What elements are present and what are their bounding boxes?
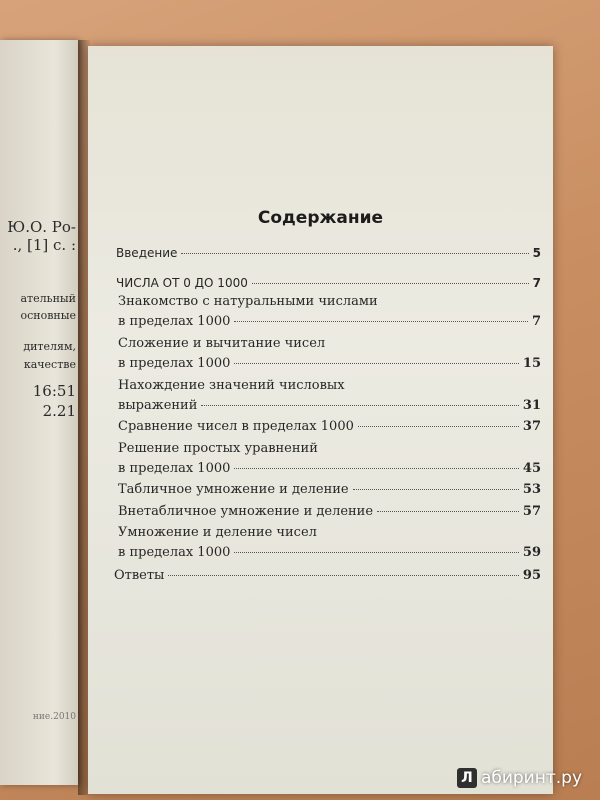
toc-page-number: 15	[522, 356, 541, 371]
toc-entry	[118, 545, 541, 560]
toc-entry-label: Сложение и вычитание чисел	[118, 336, 326, 351]
toc-entry-title: Сравнение чисел в пределах 1000	[118, 419, 354, 434]
right-page	[88, 46, 553, 794]
toc-entry	[118, 504, 541, 519]
labirint-logo-icon: Л	[457, 768, 477, 788]
dot-leader	[181, 253, 528, 254]
toc-entry-label: Решение простых уравнений	[118, 441, 318, 456]
dot-leader	[358, 426, 519, 427]
dot-leader	[168, 575, 519, 576]
left-page-text: качестве	[23, 358, 76, 371]
toc-entry	[118, 482, 541, 497]
toc-entry-label: Знакомство с натуральными числами	[118, 294, 378, 309]
toc-entry	[116, 276, 541, 290]
toc-entry-title: выражений	[118, 398, 198, 413]
toc-page-number: 45	[522, 461, 541, 476]
toc-entry-title: в пределах 1000	[118, 461, 231, 476]
watermark-text: абиринт.ру	[480, 768, 582, 788]
left-page-text: ние.2010	[32, 712, 76, 722]
left-page-text: 2.21	[42, 402, 76, 420]
left-page-text: ., [1] с. :	[12, 236, 76, 254]
toc-page-number: 5	[532, 246, 541, 260]
dot-leader	[234, 552, 519, 553]
dot-leader	[234, 468, 519, 469]
dot-leader	[353, 489, 519, 490]
toc-entry-label: Нахождение значений числовых	[118, 378, 345, 393]
toc-entry-title: в пределах 1000	[118, 314, 231, 329]
toc-entry-title: Ответы	[114, 568, 165, 583]
watermark	[457, 768, 582, 788]
toc-page-number: 7	[532, 276, 541, 290]
dot-leader	[234, 321, 528, 322]
toc-entry	[118, 356, 541, 371]
toc-entry-title: в пределах 1000	[118, 356, 231, 371]
left-page-text: 16:51	[32, 382, 76, 400]
toc-title: Содержание	[257, 208, 384, 228]
toc-page-number: 53	[522, 482, 541, 497]
toc-entry	[118, 398, 541, 413]
toc-page-number: 37	[522, 419, 541, 434]
left-page-text: ательный	[20, 292, 76, 305]
toc-entry-title: в пределах 1000	[118, 545, 231, 560]
toc-entry	[114, 568, 541, 583]
toc-entry-title: Введение	[116, 246, 178, 260]
toc-entry	[116, 246, 541, 260]
dot-leader	[234, 363, 519, 364]
dot-leader	[201, 405, 519, 406]
toc-entry	[118, 461, 541, 476]
toc-page-number: 95	[522, 568, 541, 583]
toc-entry	[118, 419, 541, 434]
toc-entry-title: Табличное умножение и деление	[118, 482, 349, 497]
left-page-text: дителям,	[23, 340, 76, 353]
toc-page-number: 31	[522, 398, 541, 413]
toc-page-number: 57	[522, 504, 541, 519]
dot-leader	[252, 283, 529, 284]
toc-entry-label: Умножение и деление чисел	[118, 525, 317, 540]
toc-page-number: 59	[522, 545, 541, 560]
toc-entry	[118, 314, 541, 329]
left-page-text: основные	[20, 309, 76, 322]
left-page-text: Ю.О. Ро-	[7, 218, 76, 236]
dot-leader	[377, 511, 519, 512]
toc-entry-title: Внетабличное умножение и деление	[118, 504, 374, 519]
toc-page-number: 7	[531, 314, 541, 329]
toc-entry-title: ЧИСЛА ОТ 0 ДО 1000	[116, 276, 248, 290]
left-page	[0, 40, 78, 785]
